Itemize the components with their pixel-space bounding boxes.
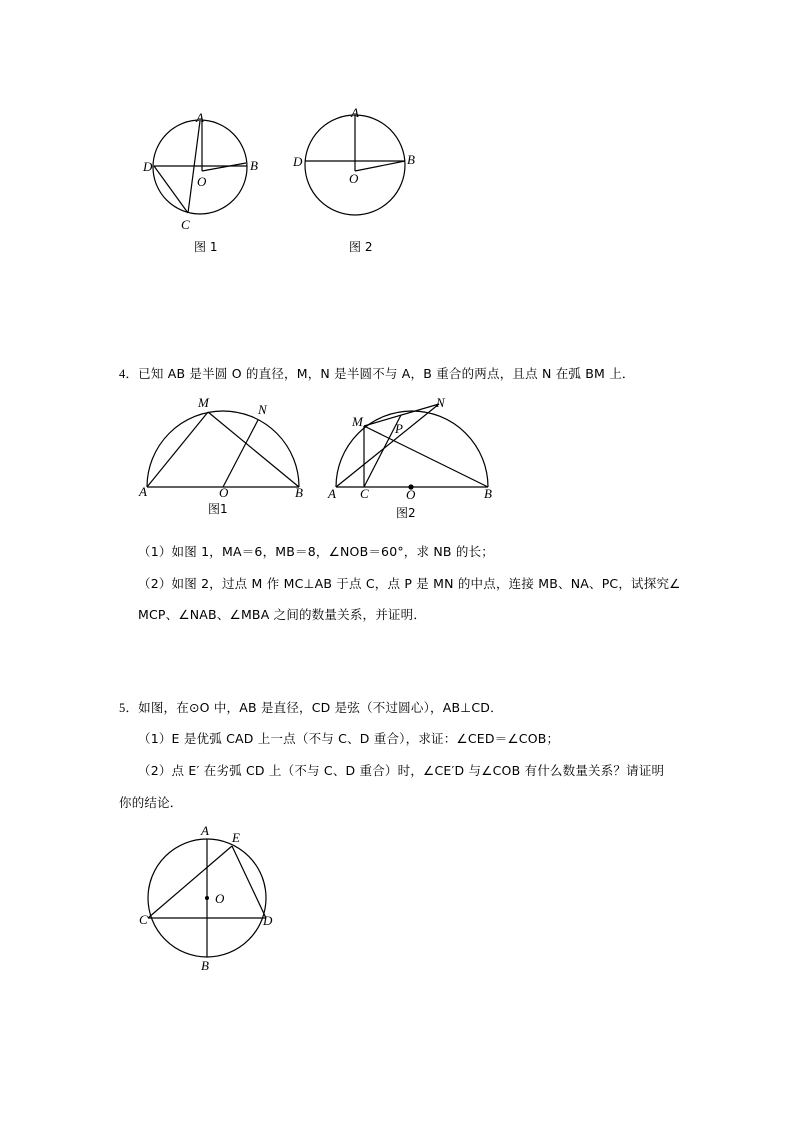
label-B: B	[250, 158, 258, 173]
caption-fig1: 图 1	[194, 240, 218, 254]
label-O: O	[197, 174, 207, 189]
label-D: D	[263, 913, 273, 928]
label-N: N	[258, 402, 267, 417]
label-O: O	[406, 487, 416, 502]
circle-diagram-2	[285, 105, 425, 260]
problem-4-part-1: （1）如图 1，MA＝6，MB＝8，∠NOB＝60°，求 NB 的长；	[138, 544, 494, 559]
problem-text: 已知 AB 是半圆 O 的直径，M，N 是半圆不与 A，B 重合的两点，且点 N 在弧 BM 上．	[138, 366, 635, 381]
label-D: D	[143, 159, 153, 174]
top-figure-1	[130, 105, 270, 260]
circle-diagram-1	[130, 105, 270, 260]
label-C: C	[139, 912, 148, 927]
problem-4-figure-1	[135, 395, 315, 520]
label-E: E	[232, 830, 240, 845]
label-D: D	[293, 154, 303, 169]
label-B: B	[484, 486, 492, 501]
label-A: A	[196, 110, 204, 125]
problem-4-figure-2	[325, 395, 505, 525]
problem-4-part-2-line-2: MCP、∠NAB、∠MBA 之间的数量关系，并证明．	[138, 607, 427, 622]
semicircle-diagram-1	[135, 395, 315, 520]
problem-number: 4．	[119, 367, 139, 381]
label-A: A	[139, 484, 147, 499]
label-A: A	[328, 486, 336, 501]
circle-diagram-3	[135, 820, 295, 980]
problem-5-stem	[119, 698, 503, 716]
problem-4-part-2-line-1: （2）如图 2，过点 M 作 MC⊥AB 于点 C，点 P 是 MN 的中点，连接 MB、NA、PC，试探究∠	[138, 576, 681, 591]
problem-number: 5．	[119, 701, 139, 715]
label-O: O	[215, 891, 225, 906]
label-O: O	[349, 171, 359, 186]
label-N: N	[436, 395, 445, 410]
problem-5-part-2-line-2: 你的结论．	[119, 795, 183, 810]
problem-5-figure	[135, 820, 295, 980]
label-B: B	[295, 485, 303, 500]
label-B: B	[201, 958, 209, 973]
label-O: O	[219, 485, 229, 500]
label-C: C	[360, 486, 369, 501]
label-B: B	[407, 152, 415, 167]
problem-5-part-1: （1）E 是优弧 CAD 上一点（不与 C、D 重合），求证：∠CED＝∠COB；	[138, 731, 560, 746]
top-figure-2	[285, 105, 425, 260]
label-P: P	[395, 421, 403, 436]
label-A: A	[351, 105, 359, 120]
problem-text: 如图，在⊙O 中，AB 是直径，CD 是弦（不过圆心），AB⊥CD．	[138, 700, 503, 715]
label-M: M	[198, 395, 209, 410]
caption-fig1: 图1	[208, 502, 228, 516]
semicircle-diagram-2	[325, 395, 505, 525]
label-C: C	[181, 217, 190, 232]
label-A: A	[201, 823, 209, 838]
caption-fig2: 图 2	[349, 240, 373, 254]
problem-5-part-2-line-1: （2）点 E′ 在劣弧 CD 上（不与 C、D 重合）时，∠CE′D 与∠COB 有什么数量关系？请证明	[138, 763, 665, 778]
label-M: M	[352, 414, 363, 429]
caption-fig2: 图2	[396, 506, 416, 520]
problem-4-stem	[119, 364, 635, 382]
